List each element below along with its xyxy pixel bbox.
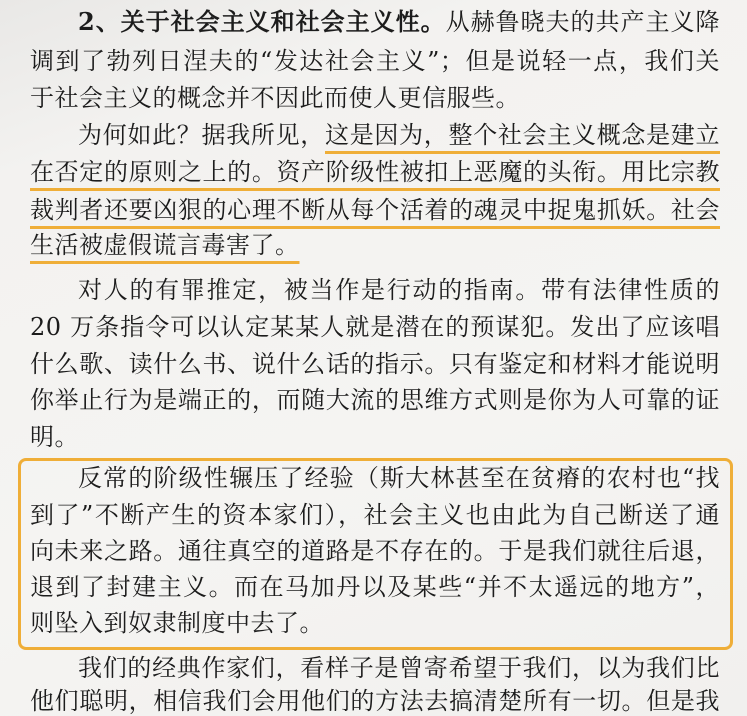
text-line bbox=[30, 121, 720, 149]
line-text: 则坠入到奴隶制度中去了。 bbox=[30, 609, 324, 637]
text-line bbox=[30, 8, 720, 36]
text-line bbox=[30, 464, 720, 492]
line-text: 对人的有罪推定，被当作是行动的指南。带有法律性质的 bbox=[78, 276, 720, 304]
text-line bbox=[30, 47, 720, 75]
line-text: 20 万条指令可以认定某某人就是潜在的预谋犯。发出了应该唱 bbox=[30, 313, 720, 341]
text-line bbox=[30, 313, 720, 341]
text-line bbox=[30, 423, 720, 451]
text-line bbox=[30, 687, 720, 715]
text-line bbox=[30, 276, 720, 304]
text-line bbox=[30, 231, 720, 259]
text-line bbox=[30, 501, 720, 529]
text-line bbox=[30, 350, 720, 378]
underlined-text: 生活被虚假谎言毒害了。 bbox=[30, 231, 300, 259]
line-text: 于社会主义的概念并不因此而使人更信服些。 bbox=[30, 84, 520, 112]
text-line bbox=[30, 158, 720, 186]
text-line bbox=[30, 84, 720, 112]
underlined-text: 这是因为，整个社会主义概念是建立 bbox=[325, 121, 720, 149]
line-text: 从赫鲁晓夫的共产主义降 bbox=[445, 8, 720, 36]
line-text: 到了”不断产生的资本家们），社会主义也由此为自己断送了通 bbox=[30, 501, 720, 529]
line-text: 退到了封建主义。而在马加丹以及某些“并不太遥远的地方”， bbox=[30, 573, 720, 601]
text-line bbox=[30, 537, 720, 565]
line-text: 你举止行为是端正的，而随大流的思维方式则是你为人可靠的证 bbox=[30, 386, 720, 414]
text-line bbox=[30, 609, 720, 637]
text-line bbox=[30, 386, 720, 414]
underlined-text: 裁判者还要凶狠的心理不断从每个活着的魂灵中捉鬼抓妖。社会 bbox=[30, 196, 720, 224]
line-text: 反常的阶级性辗压了经验（斯大林甚至在贫瘠的农村也“找 bbox=[78, 464, 720, 492]
line-text: 为何如此？据我所见， bbox=[78, 121, 325, 149]
text-line bbox=[30, 573, 720, 601]
line-text: 向未来之路。通往真空的道路是不存在的。于是我们就往后退， bbox=[30, 537, 720, 565]
line-text: 调到了勃列日涅夫的“发达社会主义”；但是说轻一点，我们关 bbox=[30, 47, 720, 75]
text-line bbox=[30, 196, 720, 224]
line-text: 我们的经典作家们，看样子是曾寄希望于我们，以为我们比 bbox=[78, 654, 720, 682]
line-text: 他们聪明，相信我们会用他们的方法去搞清楚所有一切。但是我 bbox=[30, 687, 720, 715]
line-text: 什么歌、读什么书、说什么话的指示。只有鉴定和材料才能说明 bbox=[30, 350, 720, 378]
line-text: 明。 bbox=[30, 423, 79, 451]
text-line bbox=[30, 654, 720, 682]
underlined-text: 在否定的原则之上的。资产阶级性被扣上恶魔的头衔。用比宗教 bbox=[30, 158, 720, 186]
bold-heading-text: 2、关于社会主义和社会主义性。 bbox=[78, 7, 446, 36]
